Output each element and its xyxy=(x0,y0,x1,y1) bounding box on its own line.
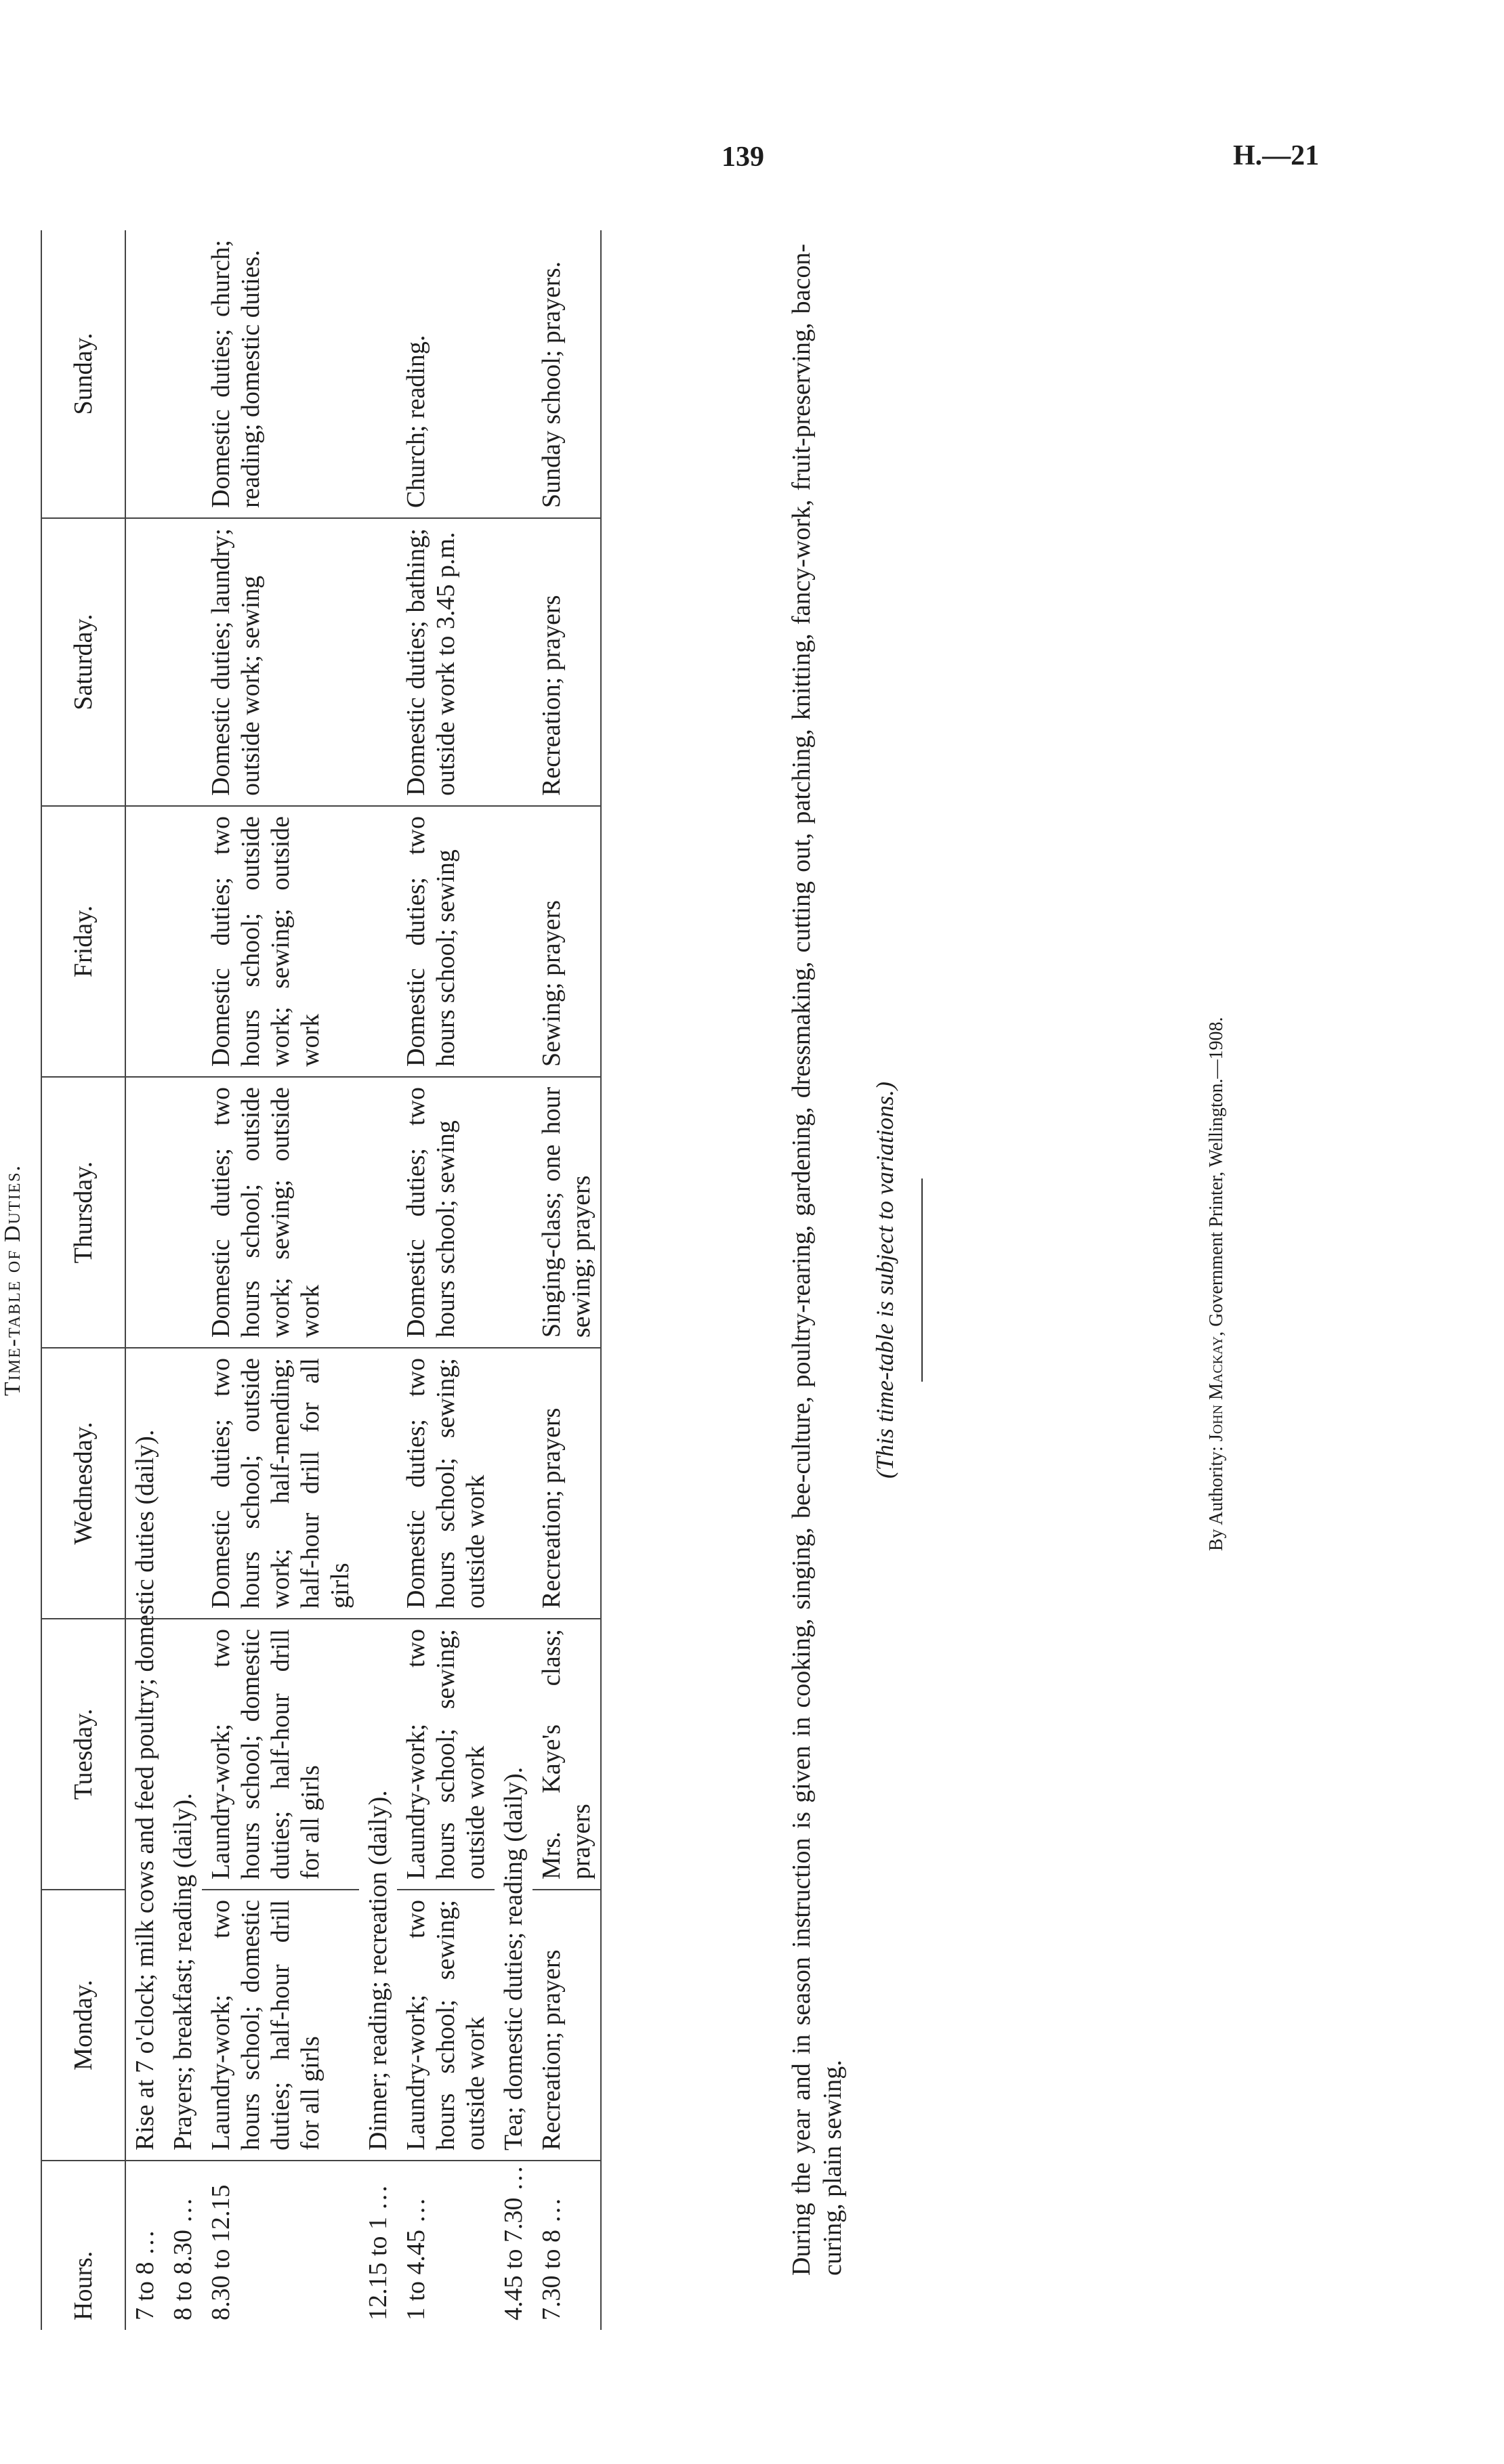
col-tuesday: Tuesday. xyxy=(41,1619,125,1890)
col-monday: Monday. xyxy=(41,1890,125,2161)
col-wednesday: Wednesday. xyxy=(41,1348,125,1619)
cell-sunday: Sunday school; prayers. xyxy=(532,230,601,518)
imprint-prefix: By Authority: xyxy=(1206,1446,1227,1551)
timetable-caption: Time-table of Duties. xyxy=(0,1164,25,1397)
instruction-note: During the year and in season instruction is given in cooking, singing, bee-culture, poultry-rearing, gardening, dressmaking, cutting out, patching, knitting, fancy-work, fruit-preserving, bacon-curing, plain sewing. xyxy=(787,244,847,2276)
row-hours: 1 to 4.45 … xyxy=(402,2197,430,2320)
page-number: 139 xyxy=(722,142,764,173)
row-hours: 12.15 to 1 … xyxy=(364,2184,392,2320)
cell-thursday: Domestic duties; two hours school; outside work; sewing; outside work xyxy=(202,1077,359,1348)
cell-sunday: Church; reading. xyxy=(397,230,495,518)
row-hours: 8 to 8.30 … xyxy=(169,2197,197,2320)
imprint-suffix: Government Printer, Wellington.—1908. xyxy=(1206,1017,1227,1327)
row-hours: 7.30 to 8 … xyxy=(532,2161,601,2330)
row-hours: 7 to 8 … xyxy=(131,2229,159,2320)
table-row xyxy=(125,230,164,2330)
daily-cell: Prayers; breakfast; reading (daily). xyxy=(164,1619,202,2161)
cell-saturday: Domestic duties; laundry; outside work; sewing xyxy=(202,518,359,806)
cell-tuesday: Mrs. Kaye's class; prayers xyxy=(532,1619,601,1890)
divider xyxy=(921,1178,923,1382)
cell-tuesday: Laundry-work; two hours school; domestic duties; half-hour drill for all girls xyxy=(202,1619,359,1890)
cell-saturday: Recreation; prayers xyxy=(532,518,601,806)
cell-monday: Recreation; prayers xyxy=(532,1890,601,2161)
imprint-name: John Mackay, xyxy=(1206,1331,1227,1442)
col-saturday: Saturday. xyxy=(41,518,125,806)
daily-cell: Dinner; reading; recreation (daily). xyxy=(359,1619,397,2161)
cell-monday: Laundry-work; two hours school; domestic duties; half-hour drill for all girls xyxy=(202,1890,359,2161)
cell-tuesday: Laundry-work; two hours school; sewing; outside work xyxy=(397,1619,495,1890)
table-row xyxy=(495,230,532,2330)
cell-thursday: Domestic duties; two hours school; sewing xyxy=(397,1077,495,1348)
header-row xyxy=(41,230,125,2330)
cell-monday: Laundry-work; two hours school; sewing; outside work xyxy=(397,1890,495,2161)
page-reference: H.—21 xyxy=(1233,140,1320,171)
cell-wednesday: Domestic duties; two hours school; sewing; outside work xyxy=(397,1348,495,1619)
variation-note: (This time-table is subject to variations.) xyxy=(871,1082,898,1479)
table-row xyxy=(397,230,495,2330)
timetable-panel xyxy=(0,230,948,2330)
table-row xyxy=(359,230,397,2330)
table-row xyxy=(164,230,202,2330)
cell-friday: Domestic duties; two hours school; outside work; sewing; outside work xyxy=(202,806,359,1077)
daily-cell: Rise at 7 o'clock; milk cows and feed poultry; domestic duties (daily). xyxy=(125,1619,164,2161)
cell-sunday: Domestic duties; church; reading; domestic duties. xyxy=(202,230,359,518)
col-thursday: Thursday. xyxy=(41,1077,125,1348)
row-hours: 4.45 to 7.30 … xyxy=(499,2165,528,2320)
cell-wednesday: Domestic duties; two hours school; outside work; half-mending; half-hour drill for all girls xyxy=(202,1348,359,1619)
col-friday: Friday. xyxy=(41,806,125,1077)
col-sunday: Sunday. xyxy=(41,230,125,518)
daily-cell: Tea; domestic duties; reading (daily). xyxy=(495,1619,532,2161)
cell-friday: Domestic duties; two hours school; sewing xyxy=(397,806,495,1077)
printer-imprint xyxy=(1206,738,1228,1551)
table-row xyxy=(202,230,359,2330)
col-hours: Hours. xyxy=(41,2161,125,2330)
timetable xyxy=(41,230,602,2330)
row-hours: 8.30 to 12.15 xyxy=(207,2184,235,2320)
cell-thursday: Singing-class; one hour sewing; prayers xyxy=(532,1077,601,1348)
cell-saturday: Domestic duties; bathing; outside work to 3.45 p.m. xyxy=(397,518,495,806)
cell-wednesday: Recreation; prayers xyxy=(532,1348,601,1619)
table-row xyxy=(532,230,601,2330)
cell-friday: Sewing; prayers xyxy=(532,806,601,1077)
